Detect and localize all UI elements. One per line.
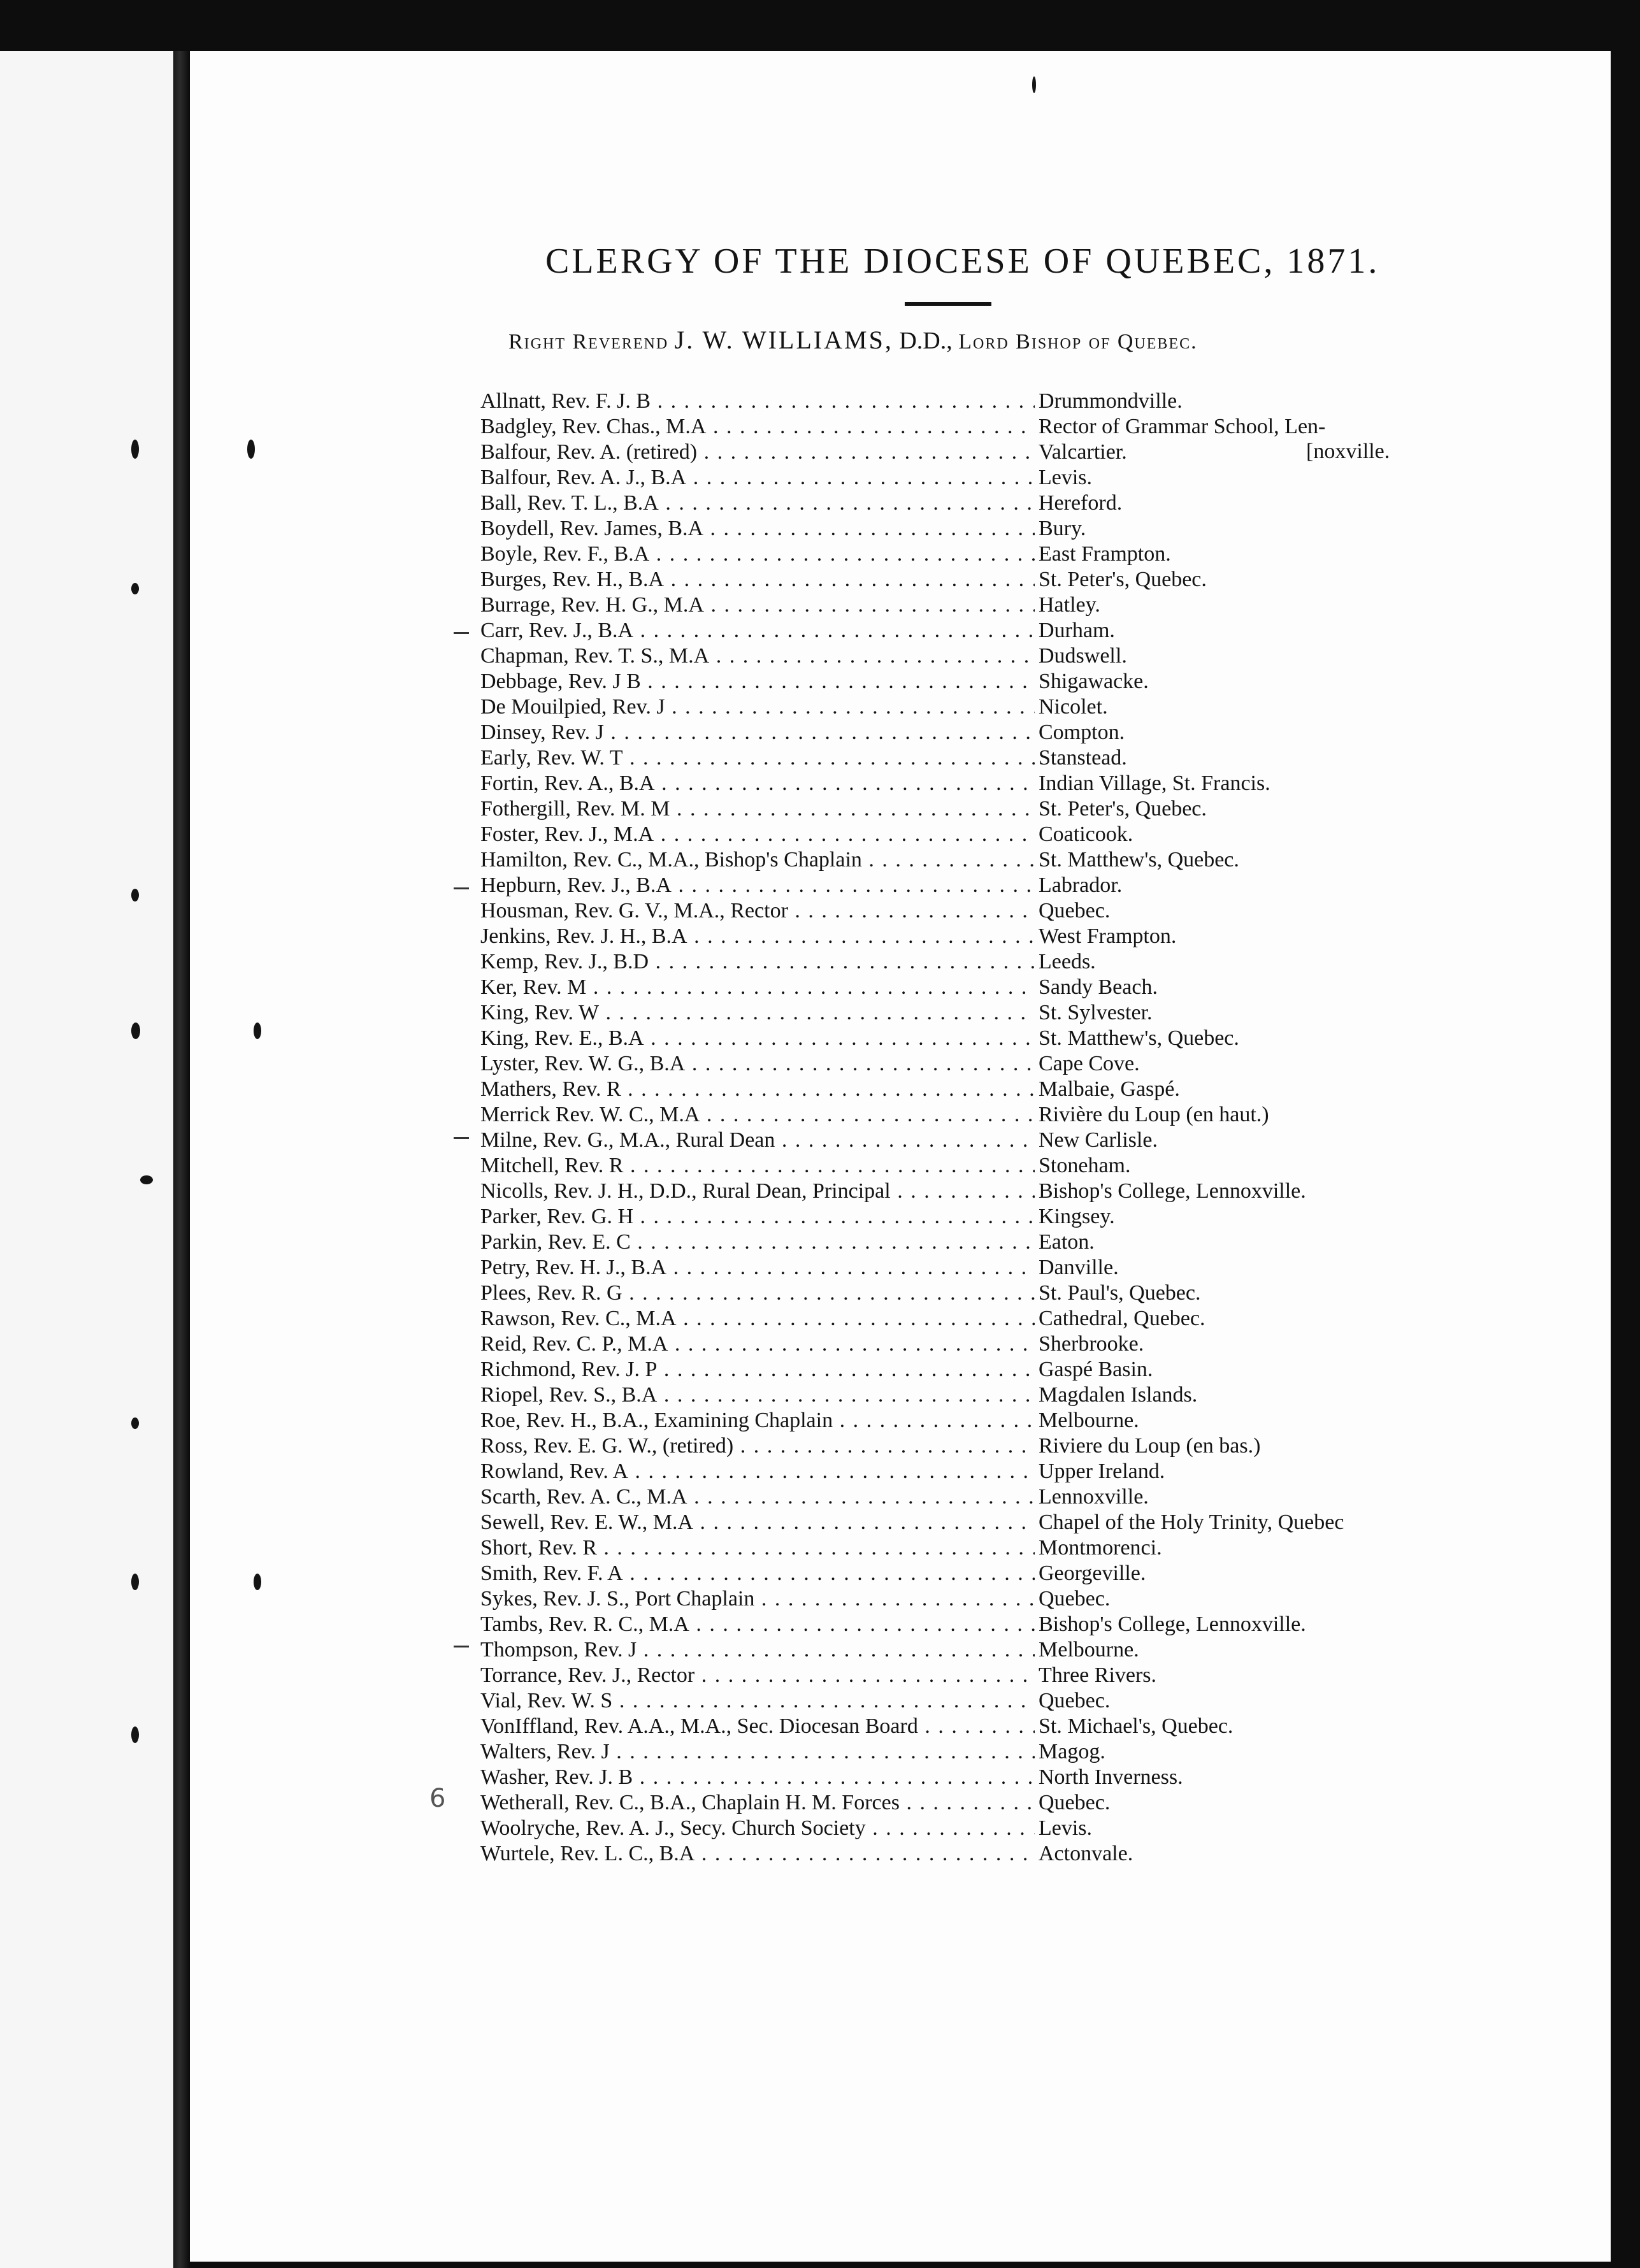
clergy-place: St. Sylvester.	[1036, 1000, 1153, 1026]
clergy-name: Chapman, Rev. T. S., M.A . . .	[480, 643, 1035, 669]
clergy-place: Rivière du Loup (en haut.)	[1036, 1102, 1269, 1128]
clergy-row	[480, 949, 1449, 975]
clergy-row	[480, 414, 1449, 440]
clergy-place: Three Rivers.	[1036, 1663, 1156, 1688]
clergy-row	[480, 1765, 1449, 1790]
margin-dash-mark	[454, 1646, 469, 1647]
clergy-name: Hamilton, Rev. C., M.A., Bishop's Chaplain . . .	[480, 847, 1035, 873]
clergy-place: Actonvale.	[1036, 1841, 1133, 1867]
clergy-name: Roe, Rev. H., B.A., Examining Chaplain . . .	[480, 1408, 1035, 1433]
clergy-row	[480, 465, 1449, 491]
clergy-name: Mathers, Rev. R . . .	[480, 1077, 1035, 1102]
bishop-office: Lord Bishop of Quebec.	[958, 330, 1198, 354]
bishop-name: J. W. WILLIAMS,	[674, 326, 893, 354]
clergy-row	[480, 1051, 1449, 1077]
clergy-row	[480, 1204, 1449, 1230]
clergy-place: Hatley.	[1036, 592, 1100, 618]
clergy-place: Quebec.	[1036, 1790, 1110, 1816]
clergy-row	[480, 669, 1449, 694]
clergy-row	[480, 440, 1449, 465]
clergy-list	[480, 389, 1449, 1867]
clergy-place: Sherbrooke.	[1036, 1331, 1144, 1357]
clergy-place: Indian Village, St. Francis.	[1036, 771, 1270, 796]
clergy-place: Nicolet.	[1036, 694, 1108, 720]
margin-ink-mark	[140, 1175, 153, 1184]
clergy-name: Woolryche, Rev. A. J., Secy. Church Society . . .	[480, 1816, 1035, 1841]
clergy-row	[480, 1255, 1449, 1281]
clergy-row	[480, 1663, 1449, 1688]
clergy-place: Stanstead.	[1036, 745, 1127, 771]
clergy-name: Sykes, Rev. J. S., Port Chaplain . . .	[480, 1586, 1035, 1612]
clergy-row	[480, 796, 1449, 822]
clergy-name: Plees, Rev. R. G . . .	[480, 1281, 1035, 1306]
clergy-name: Petry, Rev. H. J., B.A . . .	[480, 1255, 1035, 1281]
clergy-place: Georgeville.	[1036, 1561, 1146, 1586]
clergy-place: Levis.	[1036, 465, 1092, 491]
margin-ink-mark	[131, 440, 139, 459]
margin-dash-mark	[454, 887, 469, 889]
bishop-degree: D.D.,	[899, 327, 953, 354]
clergy-row	[480, 389, 1449, 414]
clergy-name: De Mouilpied, Rev. J . . .	[480, 694, 1035, 720]
clergy-place: Kingsey.	[1036, 1204, 1115, 1230]
clergy-place: Lennoxville.	[1036, 1484, 1149, 1510]
clergy-place: Quebec.	[1036, 1586, 1110, 1612]
clergy-name: Milne, Rev. G., M.A., Rural Dean . . .	[480, 1128, 1035, 1153]
clergy-place: Labrador.	[1036, 873, 1122, 898]
margin-dash-mark	[454, 1137, 469, 1139]
clergy-name: Smith, Rev. F. A . . .	[480, 1561, 1035, 1586]
clergy-row	[480, 1433, 1449, 1459]
clergy-place: Drummondville.	[1036, 389, 1183, 414]
clergy-place: St. Peter's, Quebec.	[1036, 796, 1207, 822]
clergy-name: Washer, Rev. J. B . . .	[480, 1765, 1035, 1790]
clergy-row	[480, 873, 1449, 898]
clergy-name: Parker, Rev. G. H . . .	[480, 1204, 1035, 1230]
clergy-name: Scarth, Rev. A. C., M.A . . .	[480, 1484, 1035, 1510]
clergy-place: Bury.	[1036, 516, 1086, 542]
margin-ink-mark	[131, 1726, 139, 1743]
clergy-row	[480, 1510, 1449, 1535]
margin-ink-mark	[131, 1023, 140, 1039]
clergy-place: Upper Ireland.	[1036, 1459, 1165, 1484]
clergy-place: Chapel of the Holy Trinity, Quebec	[1036, 1510, 1344, 1535]
clergy-name: Allnatt, Rev. F. J. B . . .	[480, 389, 1035, 414]
clergy-name: Mitchell, Rev. R . . .	[480, 1153, 1035, 1179]
bishop-line	[508, 325, 1198, 355]
clergy-row	[480, 1382, 1449, 1408]
clergy-name: Badgley, Rev. Chas., M.A . . .	[480, 414, 1035, 440]
clergy-place: St. Paul's, Quebec.	[1036, 1281, 1201, 1306]
clergy-place: St. Peter's, Quebec.	[1036, 567, 1207, 592]
clergy-place: Sandy Beach.	[1036, 975, 1158, 1000]
clergy-row	[480, 643, 1449, 669]
clergy-place: Danville.	[1036, 1255, 1119, 1281]
clergy-row	[480, 1816, 1449, 1841]
clergy-row	[480, 1714, 1449, 1739]
clergy-name: Housman, Rev. G. V., M.A., Rector . . .	[480, 898, 1035, 924]
bishop-prefix: Right Reverend	[508, 330, 669, 354]
clergy-place: Dudswell.	[1036, 643, 1127, 669]
margin-ink-mark	[247, 440, 255, 459]
clergy-row	[480, 1586, 1449, 1612]
clergy-row	[480, 771, 1449, 796]
clergy-name: Wetherall, Rev. C., B.A., Chaplain H. M. Forces . . .	[480, 1790, 1035, 1816]
clergy-row	[480, 1000, 1449, 1026]
clergy-place: Eaton.	[1036, 1230, 1095, 1255]
clergy-name: Rowland, Rev. A . . .	[480, 1459, 1035, 1484]
clergy-place: Compton.	[1036, 720, 1125, 745]
clergy-name: Fortin, Rev. A., B.A . . .	[480, 771, 1035, 796]
clergy-name: Foster, Rev. J., M.A . . .	[480, 822, 1035, 847]
clergy-place: Cape Cove.	[1036, 1051, 1140, 1077]
clergy-place: Valcartier.	[1036, 440, 1127, 465]
clergy-name: Rawson, Rev. C., M.A . . .	[480, 1306, 1035, 1331]
clergy-name: Thompson, Rev. J . . .	[480, 1637, 1035, 1663]
clergy-place: Magdalen Islands.	[1036, 1382, 1197, 1408]
clergy-name: Hepburn, Rev. J., B.A . . .	[480, 873, 1035, 898]
clergy-row	[480, 822, 1449, 847]
book-spine	[173, 51, 190, 2268]
clergy-name: Wurtele, Rev. L. C., B.A . . .	[480, 1841, 1035, 1867]
continuation-text: [noxville.	[1306, 440, 1390, 463]
clergy-name: Walters, Rev. J . . .	[480, 1739, 1035, 1765]
clergy-place: Quebec.	[1036, 898, 1110, 924]
clergy-place: Melbourne.	[1036, 1637, 1139, 1663]
clergy-place: New Carlisle.	[1036, 1128, 1158, 1153]
clergy-row	[480, 745, 1449, 771]
clergy-place: St. Matthew's, Quebec.	[1036, 847, 1239, 873]
clergy-place: Shigawacke.	[1036, 669, 1149, 694]
clergy-name: Nicolls, Rev. J. H., D.D., Rural Dean, Principal . . .	[480, 1179, 1035, 1204]
clergy-name: Merrick Rev. W. C., M.A . . .	[480, 1102, 1035, 1128]
clergy-name: Ross, Rev. E. G. W., (retired) . . .	[480, 1433, 1035, 1459]
clergy-place: Coaticook.	[1036, 822, 1133, 847]
clergy-place: Hereford.	[1036, 491, 1122, 516]
clergy-row	[480, 1790, 1449, 1816]
clergy-name: Dinsey, Rev. J . . .	[480, 720, 1035, 745]
title-rule	[905, 302, 991, 306]
clergy-row	[480, 1230, 1449, 1255]
clergy-row	[480, 1357, 1449, 1382]
clergy-name: Boyle, Rev. F., B.A . . .	[480, 542, 1035, 567]
clergy-row	[480, 1102, 1449, 1128]
clergy-row	[480, 1739, 1449, 1765]
clergy-row	[480, 491, 1449, 516]
clergy-place: Cathedral, Quebec.	[1036, 1306, 1205, 1331]
clergy-row	[480, 516, 1449, 542]
clergy-place: West Frampton.	[1036, 924, 1176, 949]
clergy-place: Riviere du Loup (en bas.)	[1036, 1433, 1260, 1459]
page-title: CLERGY OF THE DIOCESE OF QUEBEC, 1871.	[545, 241, 1380, 281]
clergy-name: Richmond, Rev. J. P . . .	[480, 1357, 1035, 1382]
clergy-row	[480, 1841, 1449, 1867]
margin-ink-mark	[254, 1023, 261, 1039]
clergy-name: Burrage, Rev. H. G., M.A . . .	[480, 592, 1035, 618]
clergy-name: Kemp, Rev. J., B.D . . .	[480, 949, 1035, 975]
clergy-row	[480, 542, 1449, 567]
clergy-name: Ker, Rev. M . . .	[480, 975, 1035, 1000]
clergy-row	[480, 1179, 1449, 1204]
clergy-row	[480, 1612, 1449, 1637]
clergy-name: Ball, Rev. T. L., B.A . . .	[480, 491, 1035, 516]
clergy-name: King, Rev. E., B.A . . .	[480, 1026, 1035, 1051]
clergy-place: Montmorenci.	[1036, 1535, 1162, 1561]
left-facing-page	[0, 51, 173, 2268]
clergy-row	[480, 592, 1449, 618]
clergy-name: Tambs, Rev. R. C., M.A . . .	[480, 1612, 1035, 1637]
clergy-place: Malbaie, Gaspé.	[1036, 1077, 1180, 1102]
clergy-row	[480, 1026, 1449, 1051]
clergy-row	[480, 1281, 1449, 1306]
clergy-row	[480, 1484, 1449, 1510]
clergy-name: Jenkins, Rev. J. H., B.A . . .	[480, 924, 1035, 949]
clergy-place: Gaspé Basin.	[1036, 1357, 1153, 1382]
clergy-name: Debbage, Rev. J B . . .	[480, 669, 1035, 694]
clergy-row	[480, 1408, 1449, 1433]
margin-ink-mark	[131, 1418, 139, 1429]
clergy-name: Balfour, Rev. A. (retired) . . .	[480, 440, 1035, 465]
clergy-place: Stoneham.	[1036, 1153, 1130, 1179]
clergy-name: VonIffland, Rev. A.A., M.A., Sec. Diocesan Board . . .	[480, 1714, 1035, 1739]
clergy-place: Melbourne.	[1036, 1408, 1139, 1433]
margin-dash-mark	[454, 632, 469, 634]
clergy-row	[480, 567, 1449, 592]
clergy-row	[480, 1688, 1449, 1714]
clergy-place: St. Matthew's, Quebec.	[1036, 1026, 1239, 1051]
margin-ink-mark	[131, 583, 139, 594]
clergy-name: Fothergill, Rev. M. M . . .	[480, 796, 1035, 822]
clergy-place: St. Michael's, Quebec.	[1036, 1714, 1233, 1739]
margin-ink-mark	[1032, 76, 1036, 93]
clergy-name: Reid, Rev. C. P., M.A . . .	[480, 1331, 1035, 1357]
clergy-name: Boydell, Rev. James, B.A . . .	[480, 516, 1035, 542]
clergy-row	[480, 1535, 1449, 1561]
clergy-name: King, Rev. W . . .	[480, 1000, 1035, 1026]
clergy-row	[480, 1459, 1449, 1484]
clergy-place: Magog.	[1036, 1739, 1105, 1765]
clergy-row	[480, 1077, 1449, 1102]
clergy-name: Lyster, Rev. W. G., B.A . . .	[480, 1051, 1035, 1077]
clergy-name: Parkin, Rev. E. C . . .	[480, 1230, 1035, 1255]
clergy-row	[480, 898, 1449, 924]
clergy-name: Short, Rev. R . . .	[480, 1535, 1035, 1561]
margin-ink-mark	[254, 1574, 261, 1590]
clergy-row	[480, 1153, 1449, 1179]
clergy-row	[480, 1637, 1449, 1663]
clergy-row	[480, 1561, 1449, 1586]
clergy-place: Rector of Grammar School, Len-	[1036, 414, 1325, 440]
clergy-name: Torrance, Rev. J., Rector . . .	[480, 1663, 1035, 1688]
clergy-name: Riopel, Rev. S., B.A . . .	[480, 1382, 1035, 1408]
clergy-place: Durham.	[1036, 618, 1115, 643]
clergy-row	[480, 1128, 1449, 1153]
clergy-row	[480, 847, 1449, 873]
clergy-row	[480, 694, 1449, 720]
clergy-row	[480, 924, 1449, 949]
clergy-name: Balfour, Rev. A. J., B.A . . .	[480, 465, 1035, 491]
margin-ink-mark	[131, 889, 139, 901]
clergy-place: Levis.	[1036, 1816, 1092, 1841]
pencil-annotation: 6	[429, 1784, 446, 1813]
clergy-place: North Inverness.	[1036, 1765, 1183, 1790]
clergy-name: Carr, Rev. J., B.A . . .	[480, 618, 1035, 643]
clergy-row	[480, 720, 1449, 745]
clergy-row	[480, 1331, 1449, 1357]
clergy-place: Bishop's College, Lennoxville.	[1036, 1612, 1306, 1637]
clergy-name: Burges, Rev. H., B.A . . .	[480, 567, 1035, 592]
clergy-row	[480, 1306, 1449, 1331]
clergy-place: East Frampton.	[1036, 542, 1171, 567]
clergy-place: Bishop's College, Lennoxville.	[1036, 1179, 1306, 1204]
clergy-row	[480, 618, 1449, 643]
margin-ink-mark	[131, 1574, 139, 1590]
clergy-place: Quebec.	[1036, 1688, 1110, 1714]
clergy-name: Early, Rev. W. T . . .	[480, 745, 1035, 771]
clergy-row	[480, 975, 1449, 1000]
clergy-name: Sewell, Rev. E. W., M.A . . .	[480, 1510, 1035, 1535]
clergy-name: Vial, Rev. W. S . . .	[480, 1688, 1035, 1714]
clergy-place: Leeds.	[1036, 949, 1096, 975]
